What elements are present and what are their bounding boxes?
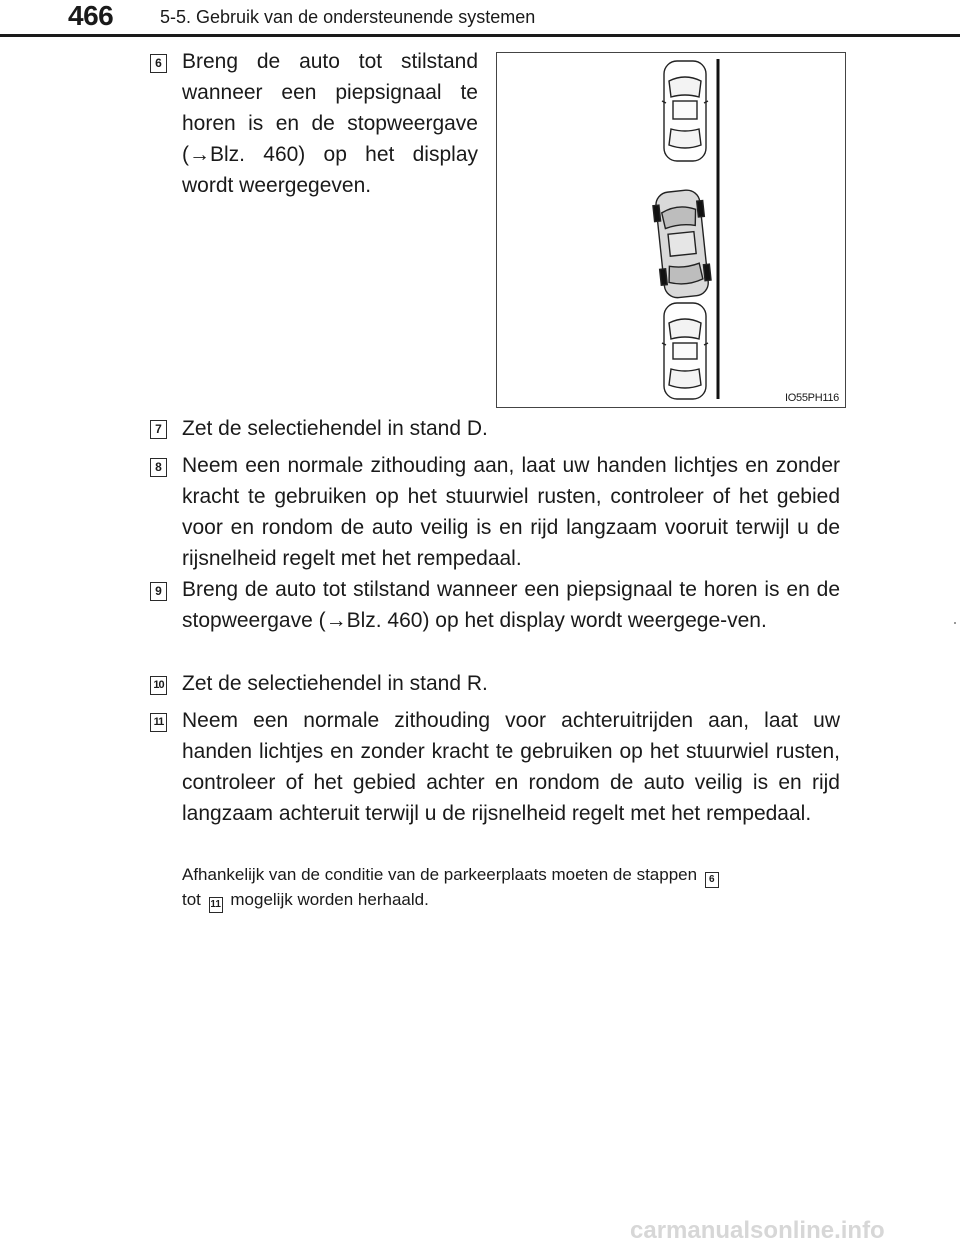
step-badge-6: 6 (150, 54, 167, 73)
step-badge-7: 7 (150, 420, 167, 439)
step-text-11: Neem een normale zithouding voor achteruitrijden aan, laat uw handen lichtjes en zonder kracht te gebruiken op het stuurwiel rusten, controleer of het gebied achter en rondom de auto veilig is en rijd langzaam achteruit terwijl u de rijsnelheid regelt met het rempedaal. (182, 709, 840, 825)
header-rule (0, 34, 960, 37)
step-badge-9: 9 (150, 582, 167, 601)
parking-car (652, 189, 713, 300)
step-text-6: Breng de auto tot stilstand wanneer een piepsignaal te horen is en de stopweergave (→Blz. 460) op het display wordt weergegeven. (182, 50, 478, 197)
page-number: 466 (68, 0, 114, 31)
note-text-2: tot (182, 890, 201, 909)
step-badge-11: 11 (150, 713, 167, 732)
step-badge-10: 10 (150, 676, 167, 695)
parking-figure (496, 52, 846, 408)
parked-car-front (662, 61, 708, 161)
note-badge-6: 6 (705, 872, 719, 888)
page-header (0, 0, 960, 40)
step-text-9: Breng de auto tot stilstand wanneer een piepsignaal te horen is en de stopweergave (→Blz. 460) op het display wordt weergege-ven. (182, 578, 840, 632)
note-text-3: mogelijk worden herhaald. (230, 890, 429, 909)
section-title: 5-5. Gebruik van de ondersteunende systemen (160, 7, 536, 27)
parked-car-rear (662, 303, 708, 399)
note-text-1: Afhankelijk van de conditie van de parkeerplaats moeten de stappen (182, 865, 698, 884)
note-badge-11: 11 (209, 897, 223, 913)
edge-mark (954, 622, 956, 624)
watermark: carmanualsonline.info (630, 1217, 885, 1244)
step-text-8: Neem een normale zithouding aan, laat uw handen lichtjes en zonder kracht te gebruiken op het stuurwiel rusten, controleer of het gebied voor en rondom de auto veilig is en rijd langzaam vooruit terwijl u de rijsnelheid regelt met het rempedaal. (182, 454, 840, 570)
step-badge-8: 8 (150, 458, 167, 477)
figure-code: IO55PH116 (785, 392, 839, 404)
parallel-parking-illustration-icon (497, 53, 845, 407)
repeat-note (182, 863, 840, 913)
step-text-7: Zet de selectiehendel in stand D. (182, 417, 488, 440)
step-text-10: Zet de selectiehendel in stand R. (182, 672, 488, 695)
